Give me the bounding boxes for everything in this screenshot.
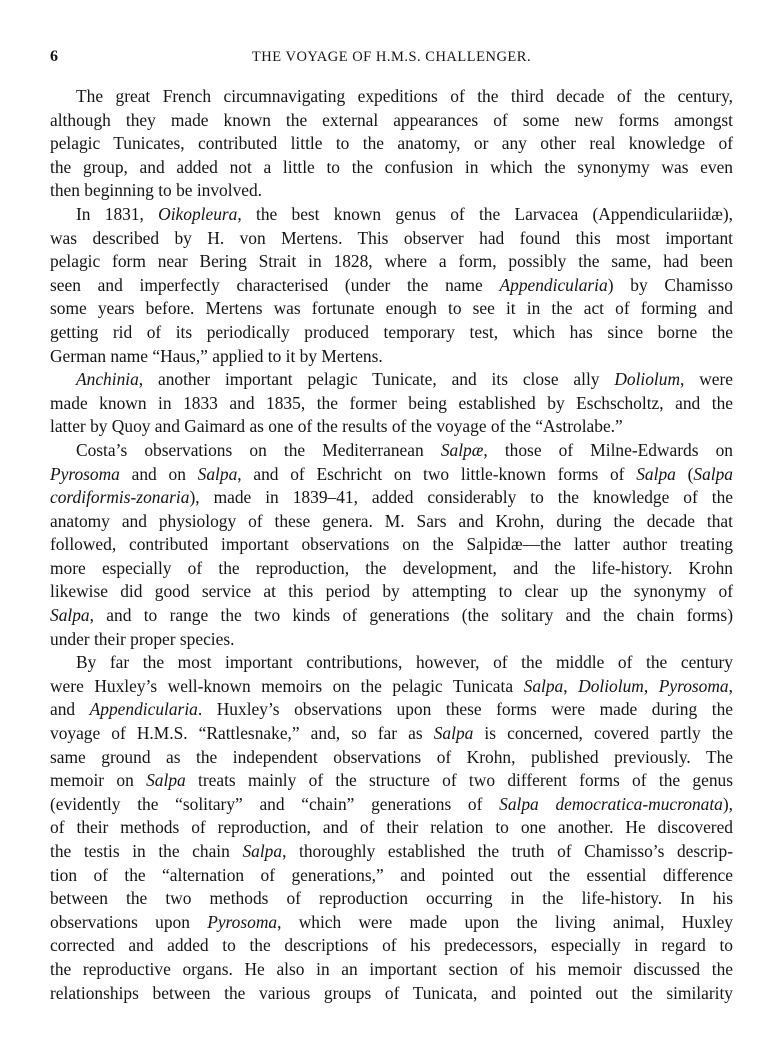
- text-line: cordiformis-zonaria), made in 1839–41, added considerably to the knowledge of the: [50, 487, 733, 508]
- text-line: seen and imperfectly characterised (under the name Appendicularia) by Chamisso: [50, 274, 734, 295]
- text-line: anatomy and physiology of these genera. M. Sars and Krohn, during the decade that: [50, 510, 733, 531]
- text-line: the group, and added not a little to the confusion in which the synonymy was even: [50, 156, 733, 177]
- text-line: pelagic Tunicates, contributed little to the anatomy, or any other real knowledge of: [50, 133, 733, 154]
- text-line: Anchinia, another important pelagic Tunicate, and its close ally Doliolum, were: [76, 369, 733, 390]
- text-line: The great French circumnavigating expeditions of the third decade of the century,: [76, 86, 733, 106]
- text-line: By far the most important contributions, however, of the middle of the century: [76, 652, 733, 673]
- text-line: In 1831, Oikopleura, the best known genus of the Larvacea (Appendiculariidæ),: [76, 203, 733, 224]
- text-line: more especially of the reproduction, the development, and the life-history. Krohn: [50, 557, 733, 578]
- text-line: Costa’s observations on the Mediterranean Salpæ, those of Milne-Edwards on: [76, 439, 733, 460]
- text-line: and Appendicularia. Huxley’s observations upon these forms were made during the: [50, 699, 733, 720]
- text-line: were Huxley’s well-known memoirs on the pelagic Tunicata Salpa, Doliolum, Pyrosoma,: [50, 675, 733, 696]
- text-line: tion of the “alternation of generations,” and pointed out the essential difference: [50, 864, 733, 885]
- text-line: relationships between the various groups of Tunicata, and pointed out the similarity: [50, 982, 733, 1003]
- paragraph-oikopleura: [50, 203, 733, 368]
- document-page: [50, 48, 733, 1005]
- text-line: pelagic form near Bering Strait in 1828, where a form, possibly the same, had been: [50, 251, 733, 272]
- text-line: the reproductive organs. He also in an important section of his memoir discussed the: [50, 958, 733, 979]
- text-line: of their methods of reproduction, and of their relation to one another. He discovered: [50, 817, 733, 838]
- text-line: same ground as the independent observations of Krohn, published previously. The: [50, 746, 733, 767]
- running-header: [50, 48, 733, 72]
- text-line: latter by Quoy and Gaimard as one of the results of the voyage of the “Astrolabe.”: [50, 416, 623, 437]
- text-line: then beginning to be involved.: [50, 180, 263, 201]
- text-line: the testis in the chain Salpa, thoroughly established the truth of Chamisso’s descrip-: [50, 841, 733, 861]
- text-line: was described by H. von Mertens. This observer had found this most important: [50, 227, 733, 248]
- text-line: getting rid of its periodically produced temporary test, which has since borne the: [50, 321, 733, 342]
- text-line: under their proper species.: [50, 628, 235, 649]
- text-line: made known in 1833 and 1835, the former being established by Eschscholtz, and the: [50, 392, 733, 413]
- paragraph-costa-observations: [50, 439, 733, 651]
- text-line: German name “Haus,” applied to it by Mertens.: [50, 345, 383, 366]
- paragraph-huxley-memoirs: [50, 651, 733, 1005]
- text-line: followed, contributed important observations on the Salpidæ—the latter author treating: [50, 534, 733, 555]
- text-line: likewise did good service at this period by attempting to clear up the synonymy of: [50, 581, 733, 602]
- text-line: corrected and added to the descriptions of his predecessors, especially in regard to: [50, 935, 733, 956]
- body-text: [50, 85, 733, 1005]
- text-line: observations upon Pyrosoma, which were made upon the living animal, Huxley: [50, 911, 733, 932]
- text-line: Salpa, and to range the two kinds of generations (the solitary and the chain forms): [50, 605, 733, 626]
- text-line: (evidently the “solitary” and “chain” generations of Salpa democratica-mucronata),: [50, 793, 734, 814]
- paragraph-anchinia-doliolum: [50, 368, 733, 439]
- text-line: memoir on Salpa treats mainly of the structure of two different forms of the genus: [50, 770, 733, 791]
- text-line: voyage of H.M.S. “Rattlesnake,” and, so far as Salpa is concerned, covered partly the: [50, 723, 733, 744]
- paragraph-french-expeditions: [50, 85, 733, 203]
- text-line: Pyrosoma and on Salpa, and of Eschricht on two little-known forms of Salpa (Salpa: [50, 463, 734, 484]
- text-line: between the two methods of reproduction occurring in the life-history. In his: [50, 888, 733, 909]
- page-number: 6: [50, 48, 59, 65]
- text-line: some years before. Mertens was fortunate enough to see it in the act of forming and: [50, 298, 733, 319]
- running-title: THE VOYAGE OF H.M.S. CHALLENGER.: [251, 49, 532, 65]
- text-line: although they made known the external appearances of some new forms amongst: [50, 109, 733, 130]
